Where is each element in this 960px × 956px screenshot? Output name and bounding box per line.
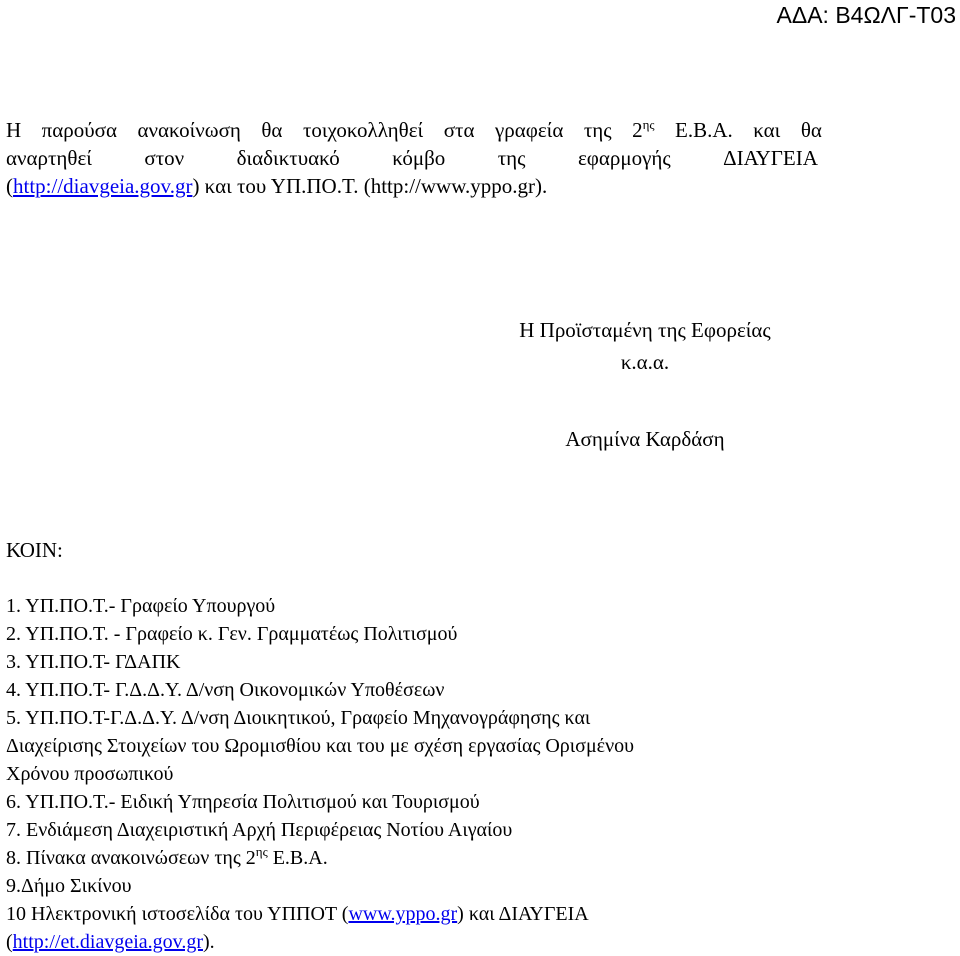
list-item-10-continued (6, 928, 634, 956)
list-item: 4. ΥΠ.ΠΟ.Τ- Γ.Δ.Δ.Υ. Δ/νση Οικονομικών Υποθέσεων (6, 679, 445, 701)
notice-line-2 (6, 144, 818, 172)
word: παρούσα (41, 118, 117, 142)
word: θα (261, 118, 283, 142)
diavgeia-link[interactable]: http://diavgeia.gov.gr (13, 174, 193, 198)
et-diavgeia-link[interactable]: http://et.diavgeia.gov.gr (12, 931, 203, 953)
word: αναρτηθεί (6, 146, 92, 170)
list-item: 1. ΥΠ.ΠΟ.Τ.- Γραφείο Υπουργού (6, 595, 276, 617)
notice-line-3 (6, 172, 822, 200)
ordinal-suffix: ης (642, 117, 655, 132)
paren-open: ( (6, 174, 13, 198)
list-item: 2. ΥΠ.ΠΟ.Τ. - Γραφείο κ. Γεν. Γραμματέως Πολιτισμού (6, 623, 458, 645)
word: της (497, 146, 526, 170)
notice-line-1 (6, 116, 822, 144)
word: θα (800, 118, 822, 142)
ordinal-number: 2 (632, 118, 643, 142)
signature-title: Η Προϊσταμένη της Εφορείας (519, 318, 771, 342)
paren-open: ( (6, 931, 13, 953)
word: κόμβο (392, 146, 446, 170)
recipients-heading: ΚΟΙΝ: (6, 538, 63, 562)
list-item-10 (6, 900, 634, 928)
word: της (583, 118, 612, 142)
list-item-8-text: 8. Πίνακα ανακοινώσεων της 2 (6, 847, 256, 869)
list-item-8 (6, 844, 634, 872)
signature-name: Ασημίνα Καρδάση (565, 427, 725, 451)
list-item-9: 9.Δήμο Σικίνου (6, 875, 132, 897)
notice-paragraph (6, 116, 822, 200)
word: εφαρμογής (577, 146, 671, 170)
recipients-list (6, 592, 634, 956)
word: στον (144, 146, 185, 170)
yppo-link[interactable]: www.yppo.gr (348, 903, 458, 925)
list-item: 3. ΥΠ.ΠΟ.Τ- ΓΔΑΠΚ (6, 651, 181, 673)
list-item-10-end: ) και ΔΙΑΥΓΕΙΑ (457, 903, 589, 925)
list-item: 6. ΥΠ.ΠΟ.Τ.- Ειδική Υπηρεσία Πολιτισμού και Τουρισμού (6, 791, 480, 813)
signature-kaa: κ.α.α. (620, 350, 670, 374)
list-item: Διαχείρισης Στοιχείων του Ωρομισθίου και του με σχέση εργασίας Ορισμένου (6, 735, 635, 757)
document-code: ΑΔΑ: Β4ΩΛΓ-Τ03 (776, 2, 956, 28)
list-item: Χρόνου προσωπικού (6, 763, 174, 785)
word: στα (443, 118, 475, 142)
word: ΔΙΑΥΓΕΙΑ (723, 146, 818, 170)
list-item: 7. Ενδιάμεση Διαχειριστική Αρχή Περιφέρειας Νοτίου Αιγαίου (6, 819, 513, 841)
list-item-8-end: Ε.Β.Α. (267, 847, 328, 869)
word: διαδικτυακό (236, 146, 340, 170)
paren-close: ). (203, 931, 215, 953)
list-item-10-text: 10 Ηλεκτρονική ιστοσελίδα του ΥΠΠΟΤ ( (6, 903, 349, 925)
ordinal (632, 116, 654, 144)
word: τοιχοκολληθεί (302, 118, 424, 142)
word: γραφεία (494, 118, 564, 142)
word: Ε.Β.Α. (675, 118, 733, 142)
word: ανακοίνωση (137, 118, 241, 142)
list-item: 5. ΥΠ.ΠΟ.Τ-Γ.Δ.Δ.Υ. Δ/νση Διοικητικού, Γραφείο Μηχανογράφησης και (6, 707, 591, 729)
word: Η (6, 118, 22, 142)
notice-line-3-rest: ) και του ΥΠ.ΠΟ.Τ. (http://www.yppo.gr). (192, 174, 548, 198)
word: και (753, 118, 781, 142)
ordinal-suffix: ης (255, 844, 268, 859)
